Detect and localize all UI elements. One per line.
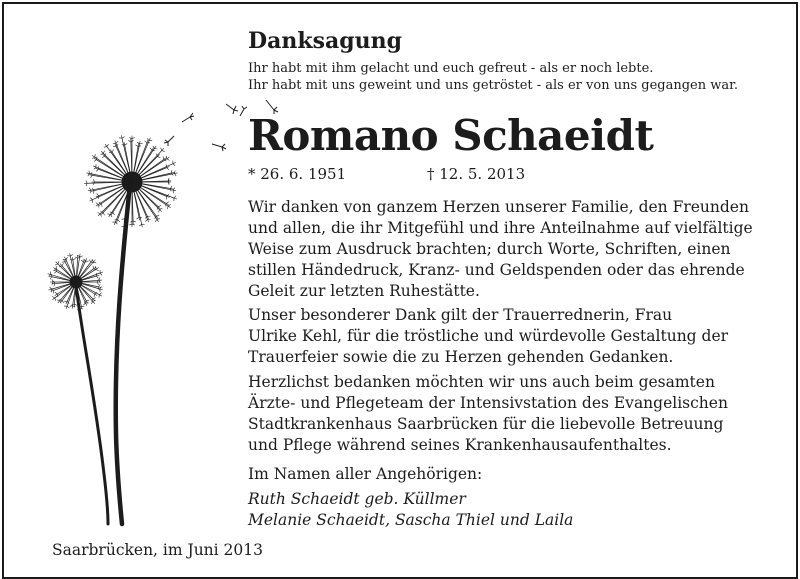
motto-quote xyxy=(248,60,738,94)
thanks-paragraph-family xyxy=(248,197,753,302)
text-line: stillen Händedruck, Kranz- und Geldspenden oder das ehrende xyxy=(248,261,745,279)
text-line: Trauerfeier sowie die zu Herzen gehenden Gedanken. xyxy=(248,348,674,366)
dandelion-head-small xyxy=(48,253,103,311)
notice-heading: Danksagung xyxy=(248,28,402,54)
place-and-date: Saarbrücken, im Juni 2013 xyxy=(52,541,263,559)
signatures xyxy=(248,489,573,531)
closing-line: Im Namen aller Angehörigen: xyxy=(248,465,483,483)
motto-line: Ihr habt mit uns geweint und uns getröstet - als er von uns gegangen war. xyxy=(248,78,739,93)
text-line: Weise zum Ausdruck brachten; durch Worte, Schriften, einen xyxy=(248,240,731,258)
obituary-notice xyxy=(2,2,798,579)
text-line: Ulrike Kehl, für die tröstliche und würdevolle Gestaltung der xyxy=(248,327,729,345)
text-line: Herzlichst bedanken möchten wir uns auch beim gesamten xyxy=(248,373,715,391)
dandelion-head-large xyxy=(84,135,177,229)
death-date: † 12. 5. 2013 xyxy=(427,165,526,183)
signature-line: Melanie Schaeidt, Sascha Thiel und Laila xyxy=(248,511,574,529)
birth-date: * 26. 6. 1951 xyxy=(248,165,347,183)
motto-line: Ihr habt mit ihm gelacht und euch gefreut - als er noch lebte. xyxy=(248,61,654,76)
text-line: Geleit zur letzten Ruhestätte. xyxy=(248,282,480,300)
text-line: Ärzte- und Pflegeteam der Intensivstation des Evangelischen xyxy=(248,394,728,412)
text-line: Unser besonderer Dank gilt der Trauerrednerin, Frau xyxy=(248,306,673,324)
text-line: und allen, die ihr Mitgefühl und ihre Anteilnahme auf vielfältige xyxy=(248,219,753,237)
text-line: und Pflege während seines Krankenhausaufenthaltes. xyxy=(248,436,672,454)
deceased-name: Romano Schaeidt xyxy=(248,111,654,160)
thanks-paragraph-hospital xyxy=(248,372,728,456)
text-line: Stadtkrankenhaus Saarbrücken für die liebevolle Betreuung xyxy=(248,415,724,433)
thanks-paragraph-speaker xyxy=(248,305,728,368)
signature-line: Ruth Schaeidt geb. Küllmer xyxy=(248,490,466,508)
text-line: Wir danken von ganzem Herzen unserer Familie, den Freunden xyxy=(248,198,749,216)
